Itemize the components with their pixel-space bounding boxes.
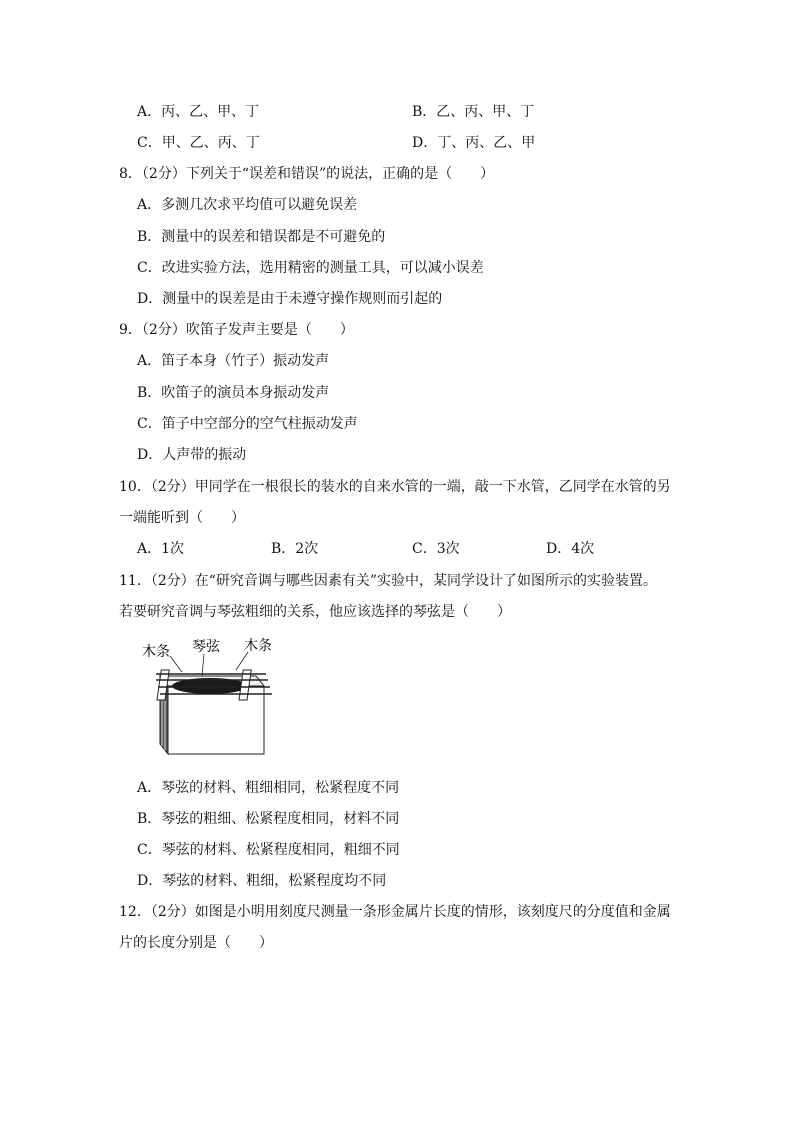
q9-stem: 9．（2分）吹笛子发声主要是（ ） [119,322,354,338]
q9-option-d: D．人声带的振动 [137,447,247,463]
q10-stem-line1: 10．（2分）甲同学在一根很长的装水的自来水管的一端，敲一下水管，乙同学在水管的另 [119,479,671,495]
q10-option-d: D．4次 [546,541,595,557]
leader-left-wood [170,656,182,672]
leader-right-wood [236,652,248,670]
q12-stem-line2: 片的长度分别是（ ） [119,935,273,951]
q8-option-b: B．测量中的误差和错误都是不可避免的 [137,229,386,245]
q9-option-c: C．笛子中空部分的空气柱振动发声 [137,416,358,432]
q8-stem: 8．（2分）下列关于“误差和错误”的说法，正确的是（ ） [119,166,495,182]
box-front [168,686,264,754]
q9-option-b: B．吹笛子的演员本身振动发声 [137,385,330,401]
q7-option-d: D．丁、丙、乙、甲 [412,135,536,151]
q8-option-a: A．多测几次求平均值可以避免误差 [137,197,358,213]
label-string: 琴弦 [192,639,220,655]
q10-option-a: A．1次 [137,541,185,557]
q11-option-b: B．琴弦的粗细、松紧程度相同，材料不同 [137,811,400,827]
string-box-diagram [140,636,280,764]
q7-option-c: C．甲、乙、丙、丁 [137,135,260,151]
label-left-wood: 木条 [142,644,170,660]
q7-option-b: B．乙、丙、甲、丁 [412,104,535,120]
q11-option-c: C．琴弦的材料、松紧程度相同，粗细不同 [137,842,400,858]
string-instrument-figure [140,636,280,764]
q8-option-c: C．改进实验方法，选用精密的测量工具，可以减小误差 [137,260,484,276]
q9-option-a: A．笛子本身（竹子）振动发声 [137,353,330,369]
q10-option-c: C．3次 [412,541,460,557]
q10-stem-line2: 一端能听到（ ） [119,510,245,526]
q11-option-a: A．琴弦的材料、粗细相同，松紧程度不同 [137,780,400,796]
q8-option-d: D．测量中的误差是由于未遵守操作规则而引起的 [137,291,443,307]
label-right-wood: 木条 [244,638,272,654]
q11-option-d: D．琴弦的材料、粗细，松紧程度均不同 [137,873,387,889]
q11-stem-line2: 若要研究音调与琴弦粗细的关系，他应该选择的琴弦是（ ） [119,604,511,620]
q12-stem-line1: 12．（2分）如图是小明用刻度尺测量一条形金属片长度的情形，该刻度尺的分度值和金属 [119,904,671,920]
q7-option-a: A．丙、乙、甲、丁 [137,104,260,120]
leader-string [202,654,204,676]
q10-option-b: B．2次 [271,541,319,557]
q11-stem-line1: 11．（2分）在“研究音调与哪些因素有关”实验中，某同学设计了如图所示的实验装置。 [119,573,658,589]
